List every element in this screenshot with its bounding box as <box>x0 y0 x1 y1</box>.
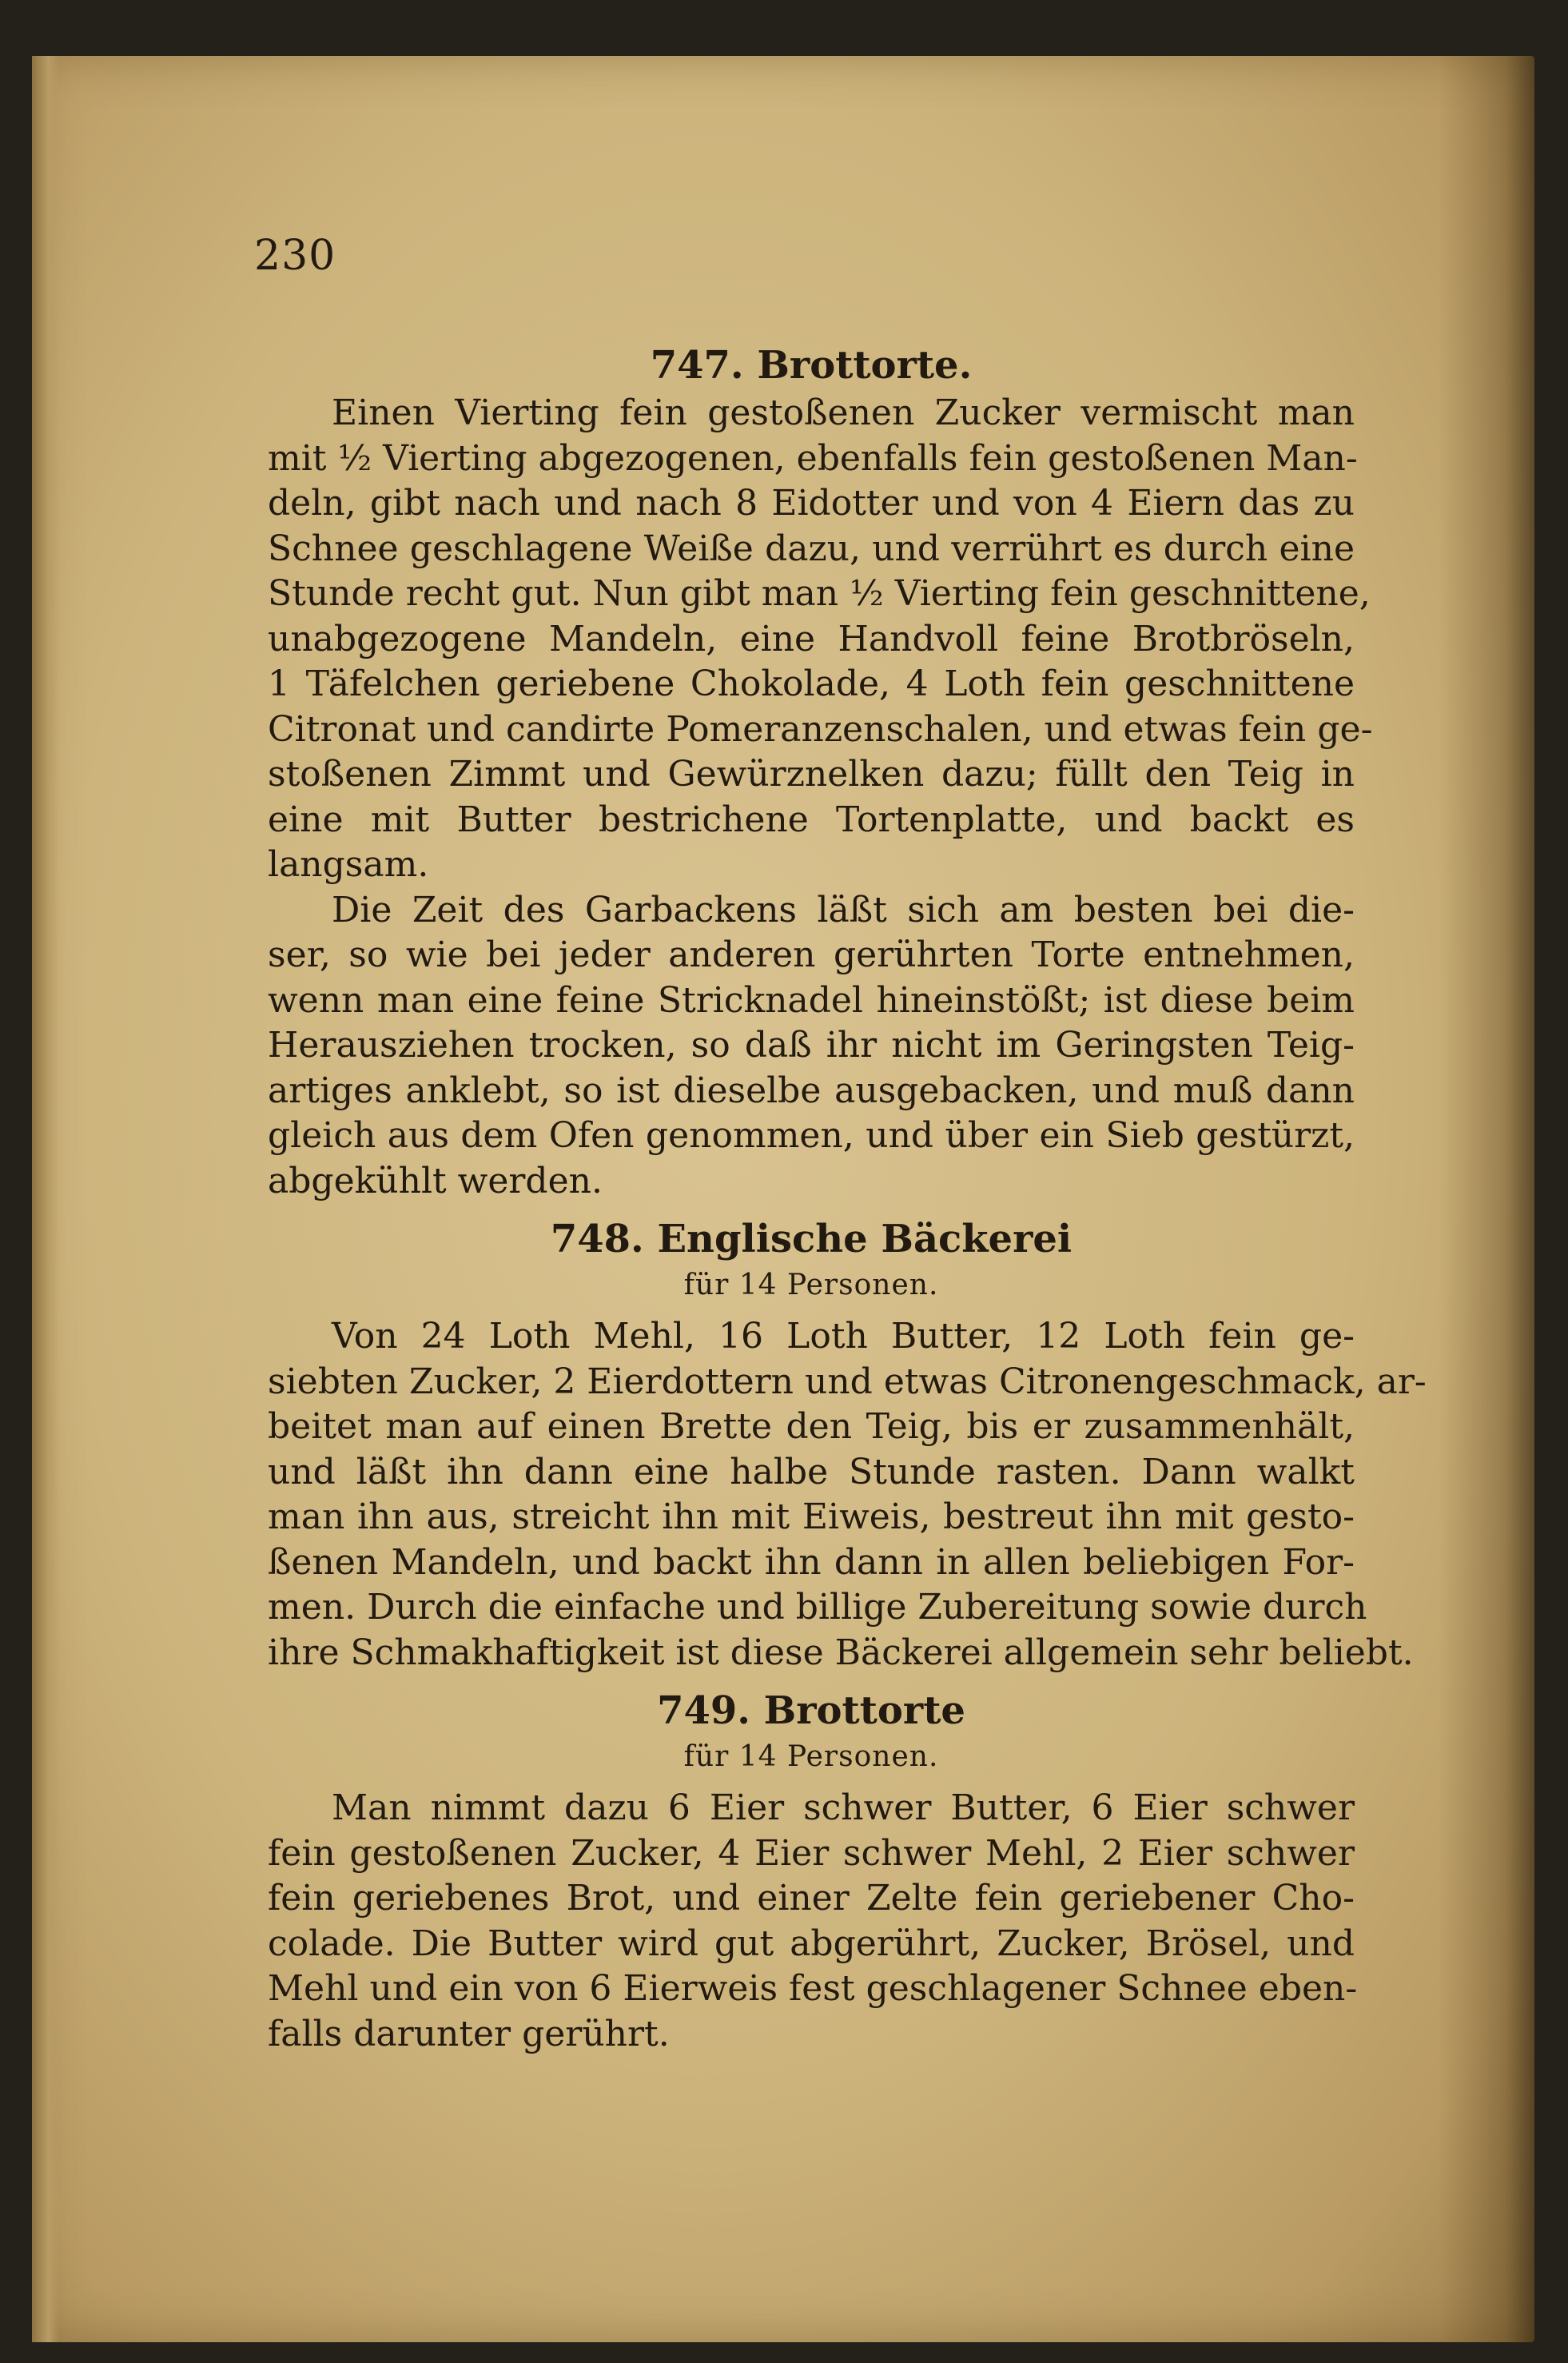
text-line: Mehl und ein von 6 Eierweis fest geschlagener Schnee eben- <box>268 1968 1358 2009</box>
recipe-heading: 748. Englische Bäckerei <box>550 1217 1073 1261</box>
text-line: ßenen Mandeln, und backt ihn dann in allen beliebigen For- <box>268 1541 1355 1583</box>
text-line: man ihn aus, streicht ihn mit Eiweis, bestreut ihn mit gesto- <box>268 1496 1355 1537</box>
text-line: Stunde recht gut. Nun gibt man ½ Vierting fein geschnittene, <box>268 573 1371 614</box>
recipe-paragraph <box>268 1314 1427 1676</box>
text-line: siebten Zucker, 2 Eierdottern und etwas Citronengeschmack, ar- <box>268 1361 1427 1402</box>
text-line: Man nimmt dazu 6 Eier schwer Butter, 6 Eier schwer <box>332 1787 1355 1828</box>
text-line: Schnee geschlagene Weiße dazu, und verrührt es durch eine <box>268 528 1355 569</box>
text-line: falls darunter gerührt. <box>268 2013 670 2054</box>
text-line: beitet man auf einen Brette den Teig, bis er zusammenhält, <box>268 1406 1355 1447</box>
text-line: deln, gibt nach und nach 8 Eidotter und von 4 Eiern das zu <box>268 483 1355 524</box>
text-line: fein geriebenes Brot, und einer Zelte fein geriebener Cho- <box>268 1878 1355 1919</box>
recipe-servings: für 14 Personen. <box>683 1740 939 1773</box>
recipe-748 <box>268 1213 1427 1676</box>
recipe-servings: für 14 Personen. <box>683 1269 939 1301</box>
text-line: fein gestoßenen Zucker, 4 Eier schwer Mehl, 2 Eier schwer <box>268 1832 1355 1874</box>
recipe-paragraph <box>268 888 1355 1205</box>
text-line: stoßenen Zimmt und Gewürznelken dazu; füllt den Teig in <box>268 754 1355 795</box>
recipe-749 <box>268 1685 1358 2057</box>
text-line: unabgezogene Mandeln, eine Handvoll feine Brotbröseln, <box>268 618 1355 659</box>
recipe-heading: 747. Brottorte. <box>650 343 973 388</box>
text-line: ser, so wie bei jeder anderen gerührten Torte entnehmen, <box>268 934 1355 975</box>
text-line: Citronat und candirte Pomeranzenschalen, und etwas fein ge- <box>268 708 1373 750</box>
text-line: langsam. <box>268 844 429 885</box>
text-line: men. Durch die einfache und billige Zubereitung sowie durch <box>268 1587 1367 1628</box>
recipe-paragraph <box>268 391 1373 888</box>
text-line: 1 Täfelchen geriebene Chokolade, 4 Loth fein geschnittene <box>268 663 1355 704</box>
text-line: Einen Vierting fein gestoßenen Zucker vermischt man <box>332 393 1355 433</box>
text-line: Von 24 Loth Mehl, 16 Loth Butter, 12 Loth fein ge- <box>332 1316 1355 1357</box>
text-line: Die Zeit des Garbackens läßt sich am besten bei die- <box>332 889 1355 930</box>
page-number: 230 <box>254 232 336 280</box>
text-line: wenn man eine feine Stricknadel hineinstößt; ist diese beim <box>268 979 1355 1021</box>
text-line: abgekühlt werden. <box>268 1160 603 1201</box>
text-line: Herausziehen trocken, so daß ihr nicht im Geringsten Teig- <box>268 1025 1355 1066</box>
recipe-heading: 749. Brottorte <box>657 1688 965 1733</box>
book-gutter-shadow <box>1439 56 1534 2342</box>
text-line: eine mit Butter bestrichene Tortenplatte, und backt es <box>268 799 1355 840</box>
page-text <box>268 220 1427 2057</box>
recipe-747 <box>268 340 1373 1204</box>
text-line: mit ½ Vierting abgezogenen, ebenfalls fein gestoßenen Man- <box>268 437 1358 479</box>
page-edge <box>32 56 59 2342</box>
text-line: artiges anklebt, so ist dieselbe ausgebacken, und muß dann <box>268 1070 1355 1111</box>
text-line: und läßt ihn dann eine halbe Stunde rasten. Dann walkt <box>268 1451 1355 1492</box>
recipe-paragraph <box>268 1786 1358 2057</box>
text-line: ihre Schmakhaftigkeit ist diese Bäckerei allgemein sehr beliebt. <box>268 1632 1414 1673</box>
text-line: colade. Die Butter wird gut abgerührt, Zucker, Brösel, und <box>268 1923 1355 1964</box>
text-line: gleich aus dem Ofen genommen, und über ein Sieb gestürzt, <box>268 1115 1355 1156</box>
